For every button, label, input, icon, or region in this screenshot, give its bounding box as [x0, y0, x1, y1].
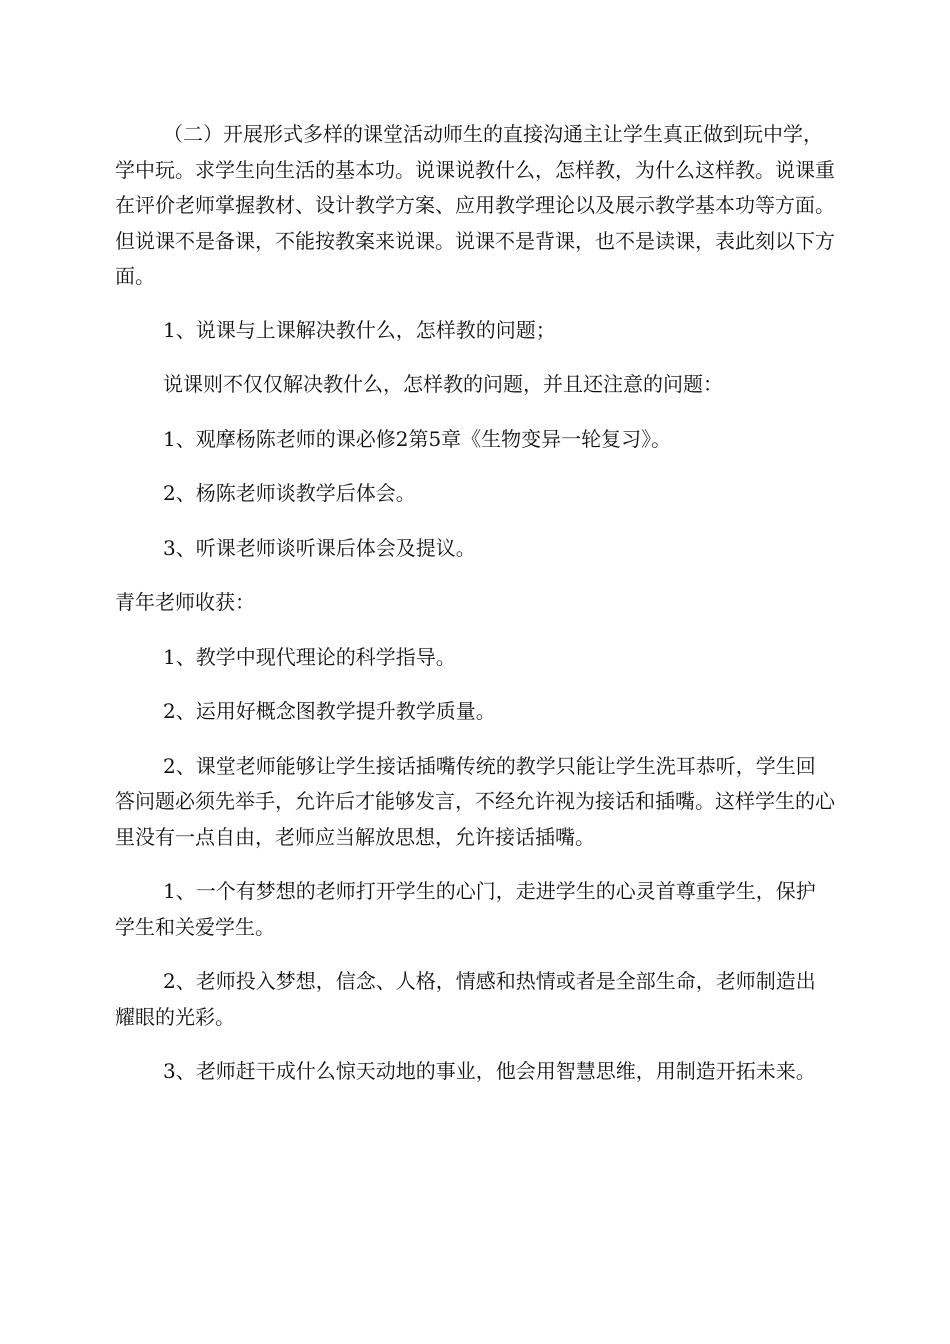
paragraph-item: 1、教学中现代理论的科学指导。 [163, 644, 456, 669]
paragraph-item: 3、老师赶干成什么惊天动地的事业，他会用智慧思维，用制造开拓未来。 [163, 1059, 816, 1083]
paragraph-item: 2、老师投入梦想，信念、人格，情感和热情或者是全部生命，老师制造出耀眼的光彩。 [115, 969, 816, 1029]
paragraph-item: 1、说课与上课解决教什么，怎样教的问题； [163, 317, 556, 342]
paragraph-item: 2、课堂老师能够让学生接话插嘴传统的教学只能让学生洗耳恭听，学生回答问题必须先举手，允许后才能够发言，不经允许视为接话和插嘴。这样学生的心里没有一点自由，老师应当解放思想，允许接话插嘴。 [115, 753, 835, 849]
paragraph-item: 说课则不仅仅解决教什么，怎样教的问题，并且还注意的问题： [163, 372, 723, 396]
document-body [115, 117, 835, 1090]
paragraph-item: 3、听课老师谈听课后体会及提议。 [163, 535, 476, 560]
paragraph-item: 2、运用好概念图教学提升教学质量。 [163, 699, 496, 723]
paragraph-intro: （二）开展形式多样的课堂活动师生的直接沟通主让学生真正做到玩中学，学中玩。求学生向生活的基本功。说课说教什么，怎样教，为什么这样教。说课重在评价老师掌握教材、设计教学方案、应用教学理论以及展示教学基本功等方面。但说课不是备课，不能按教案来说课。说课不是背课，也不是读课，表此刻以下方面。 [115, 122, 835, 288]
paragraph-item: 1、观摩杨陈老师的课必修2第5章《生物变异一轮复习》。 [163, 426, 672, 451]
paragraph-item: 1、一个有梦想的老师打开学生的心门，走进学生的心灵首尊重学生，保护学生和关爱学生。 [115, 879, 816, 939]
section-heading: 青年老师收获： [115, 590, 255, 614]
paragraph-item: 2、杨陈老师谈教学后体会。 [163, 481, 416, 505]
